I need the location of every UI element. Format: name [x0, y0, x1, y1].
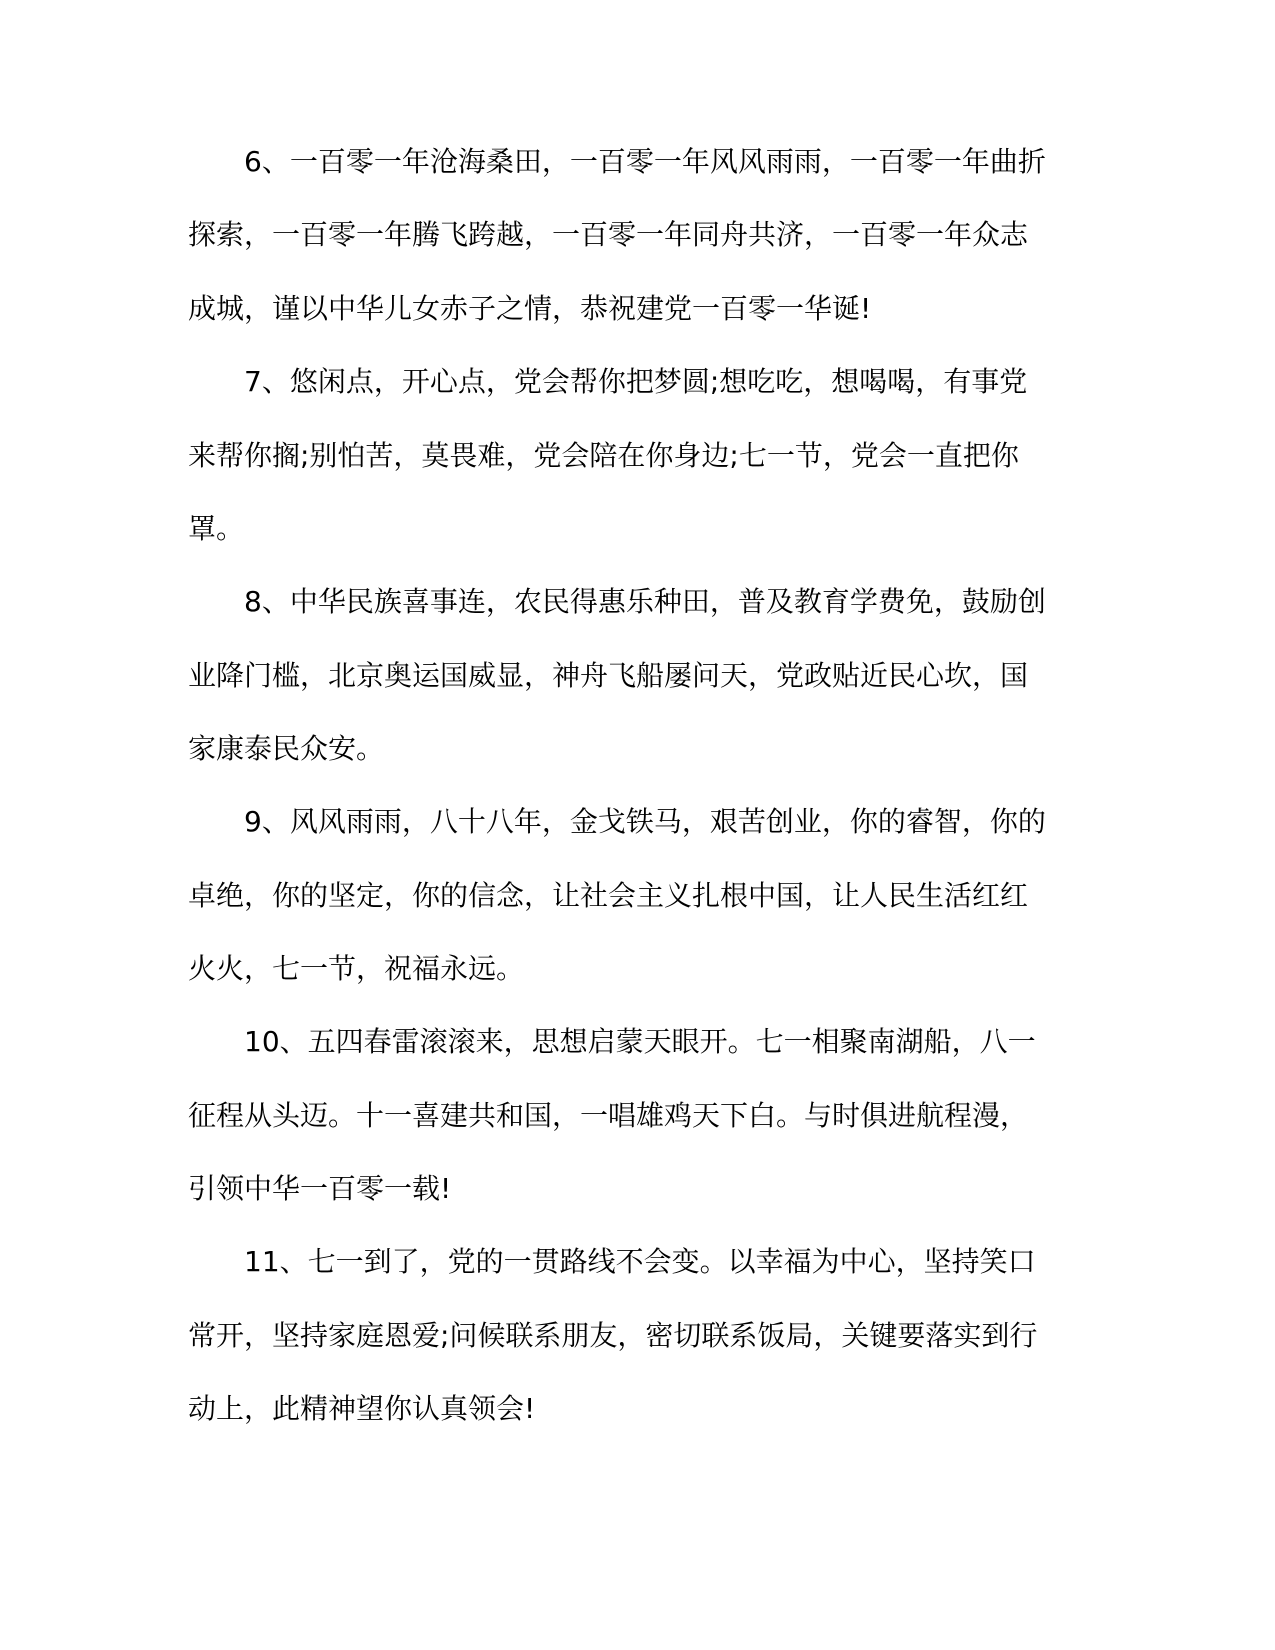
paragraph-7-line-1: 7、悠闲点，开心点，党会帮你把梦圆;想吃吃，想喝喝，有事党: [244, 365, 1028, 398]
paragraph-7-line-3: 罩。: [188, 512, 245, 545]
paragraph-6-line-3: 成城，谨以中华儿女赤子之情，恭祝建党一百零一华诞!: [188, 292, 872, 325]
paragraph-9-line-2: 卓绝，你的坚定，你的信念，让社会主义扎根中国，让人民生活红红: [188, 879, 1029, 912]
paragraph-10-line-3: 引领中华一百零一载!: [188, 1172, 452, 1205]
paragraph-7-line-2: 来帮你搁;别怕苦，莫畏难，党会陪在你身边;七一节，党会一直把你: [188, 439, 1019, 472]
paragraph-11-line-3: 动上，此精神望你认真领会!: [188, 1392, 536, 1425]
paragraph-6-line-2: 探索，一百零一年腾飞跨越，一百零一年同舟共济，一百零一年众志: [188, 218, 1029, 251]
paragraph-8-line-1: 8、中华民族喜事连，农民得惠乐种田，普及教育学费免，鼓励创: [244, 585, 1046, 618]
paragraph-9-line-1: 9、风风雨雨，八十八年，金戈铁马，艰苦创业，你的睿智，你的: [244, 805, 1046, 838]
paragraph-8-line-2: 业降门槛，北京奥运国威显，神舟飞船屡问天，党政贴近民心坎，国: [188, 659, 1029, 692]
paragraph-6-line-1: 6、一百零一年沧海桑田，一百零一年风风雨雨，一百零一年曲折: [244, 145, 1046, 178]
paragraph-11-line-2: 常开，坚持家庭恩爱;问候联系朋友，密切联系饭局，关键要落实到行: [188, 1319, 1038, 1352]
paragraph-10-line-2: 征程从头迈。十一喜建共和国，一唱雄鸡天下白。与时俱进航程漫，: [188, 1099, 1029, 1132]
paragraph-10-line-1: 10、五四春雷滚滚来，思想启蒙天眼开。七一相聚南湖船，八一: [244, 1025, 1036, 1058]
paragraph-8-line-3: 家康泰民众安。: [188, 732, 385, 765]
paragraph-9-line-3: 火火，七一节，祝福永远。: [188, 952, 525, 985]
paragraph-11-line-1: 11、七一到了，党的一贯路线不会变。以幸福为中心，坚持笑口: [244, 1245, 1036, 1278]
